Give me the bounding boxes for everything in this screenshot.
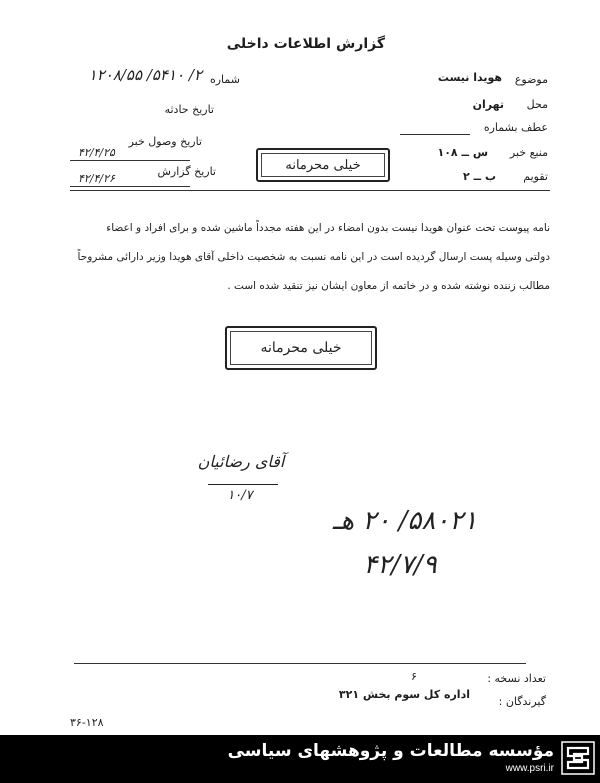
location-value: تهران (472, 98, 504, 111)
recipients-value: اداره کل سوم بخش ۳۲۱ (338, 688, 470, 701)
source-label: منبع خبر (509, 146, 548, 159)
recipients-label: گیرندگان : (498, 695, 546, 708)
body-line-1: نامه پیوست تحت عنوان هویدا نیست بدون امضاء در این هفته مجدداً ماشین شده و برای افراد و اعضاء (106, 222, 550, 234)
reference-rule (400, 134, 470, 135)
handwritten-signature: آقای رضائیان (197, 452, 285, 471)
copies-label: تعداد نسخه : (487, 672, 546, 685)
psri-logo-icon (560, 740, 596, 776)
receive-date-value: ۴۲/۴/۲۵ (78, 146, 115, 159)
handwritten-ref-date: ۴۲/۷/۹ (363, 550, 437, 580)
subject-label: موضوع (514, 73, 548, 86)
event-date-label: تاریخ حادثه (164, 103, 214, 116)
footer-divider (74, 663, 526, 664)
header-divider (70, 190, 550, 191)
number-label: شماره (209, 73, 240, 86)
report-date-label: تاریخ گزارش (157, 165, 216, 178)
signature-rule (208, 484, 278, 485)
evaluation-label: تقویم (523, 170, 548, 183)
handwritten-signature-date: ۱۰/۷ (227, 488, 253, 503)
handwritten-ref: ۵۸۰۲۱/ ۲۰ هـ (332, 506, 478, 536)
doc-code: ۳۶-۱۲۸ (70, 716, 104, 729)
classification-stamp-middle: خیلی محرمانه (225, 326, 377, 370)
classification-stamp-top: خیلی محرمانه (256, 148, 390, 182)
subject-value: هویدا نیست (437, 71, 502, 84)
report-title: گزارش اطلاعات داخلی (226, 36, 385, 52)
source-value: س ــ ۱۰۸ (437, 146, 488, 159)
receive-date-label: تاریخ وصول خبر (128, 135, 202, 148)
evaluation-value: ب ــ ۲ (463, 170, 496, 183)
body-line-2: دولتی وسیله پست ارسال گردیده است در این نامه نسبت به شخصیت داخلی آقای هویدا وزیر دارائی مشروحاً (77, 251, 550, 263)
footer-url[interactable]: www.psri.ir (505, 763, 554, 774)
reference-label: عطف بشماره (483, 121, 548, 134)
footer-org-name: مؤسسه مطالعات و پژوهشهای سیاسی (227, 741, 554, 761)
receive-date-rule (70, 160, 190, 161)
number-value: ۲/ ۵۴۱۰/ ۱۲۰۸/۵۵ (88, 66, 202, 84)
location-label: محل (526, 98, 548, 111)
report-date-value: ۴۲/۴/۲۶ (78, 172, 115, 185)
copies-value: ۶ (411, 670, 417, 683)
body-line-3: مطالب زننده نوشته شده و در خاتمه از معاون ایشان نیز تنقید شده است . (227, 280, 550, 292)
report-date-rule (70, 186, 190, 187)
